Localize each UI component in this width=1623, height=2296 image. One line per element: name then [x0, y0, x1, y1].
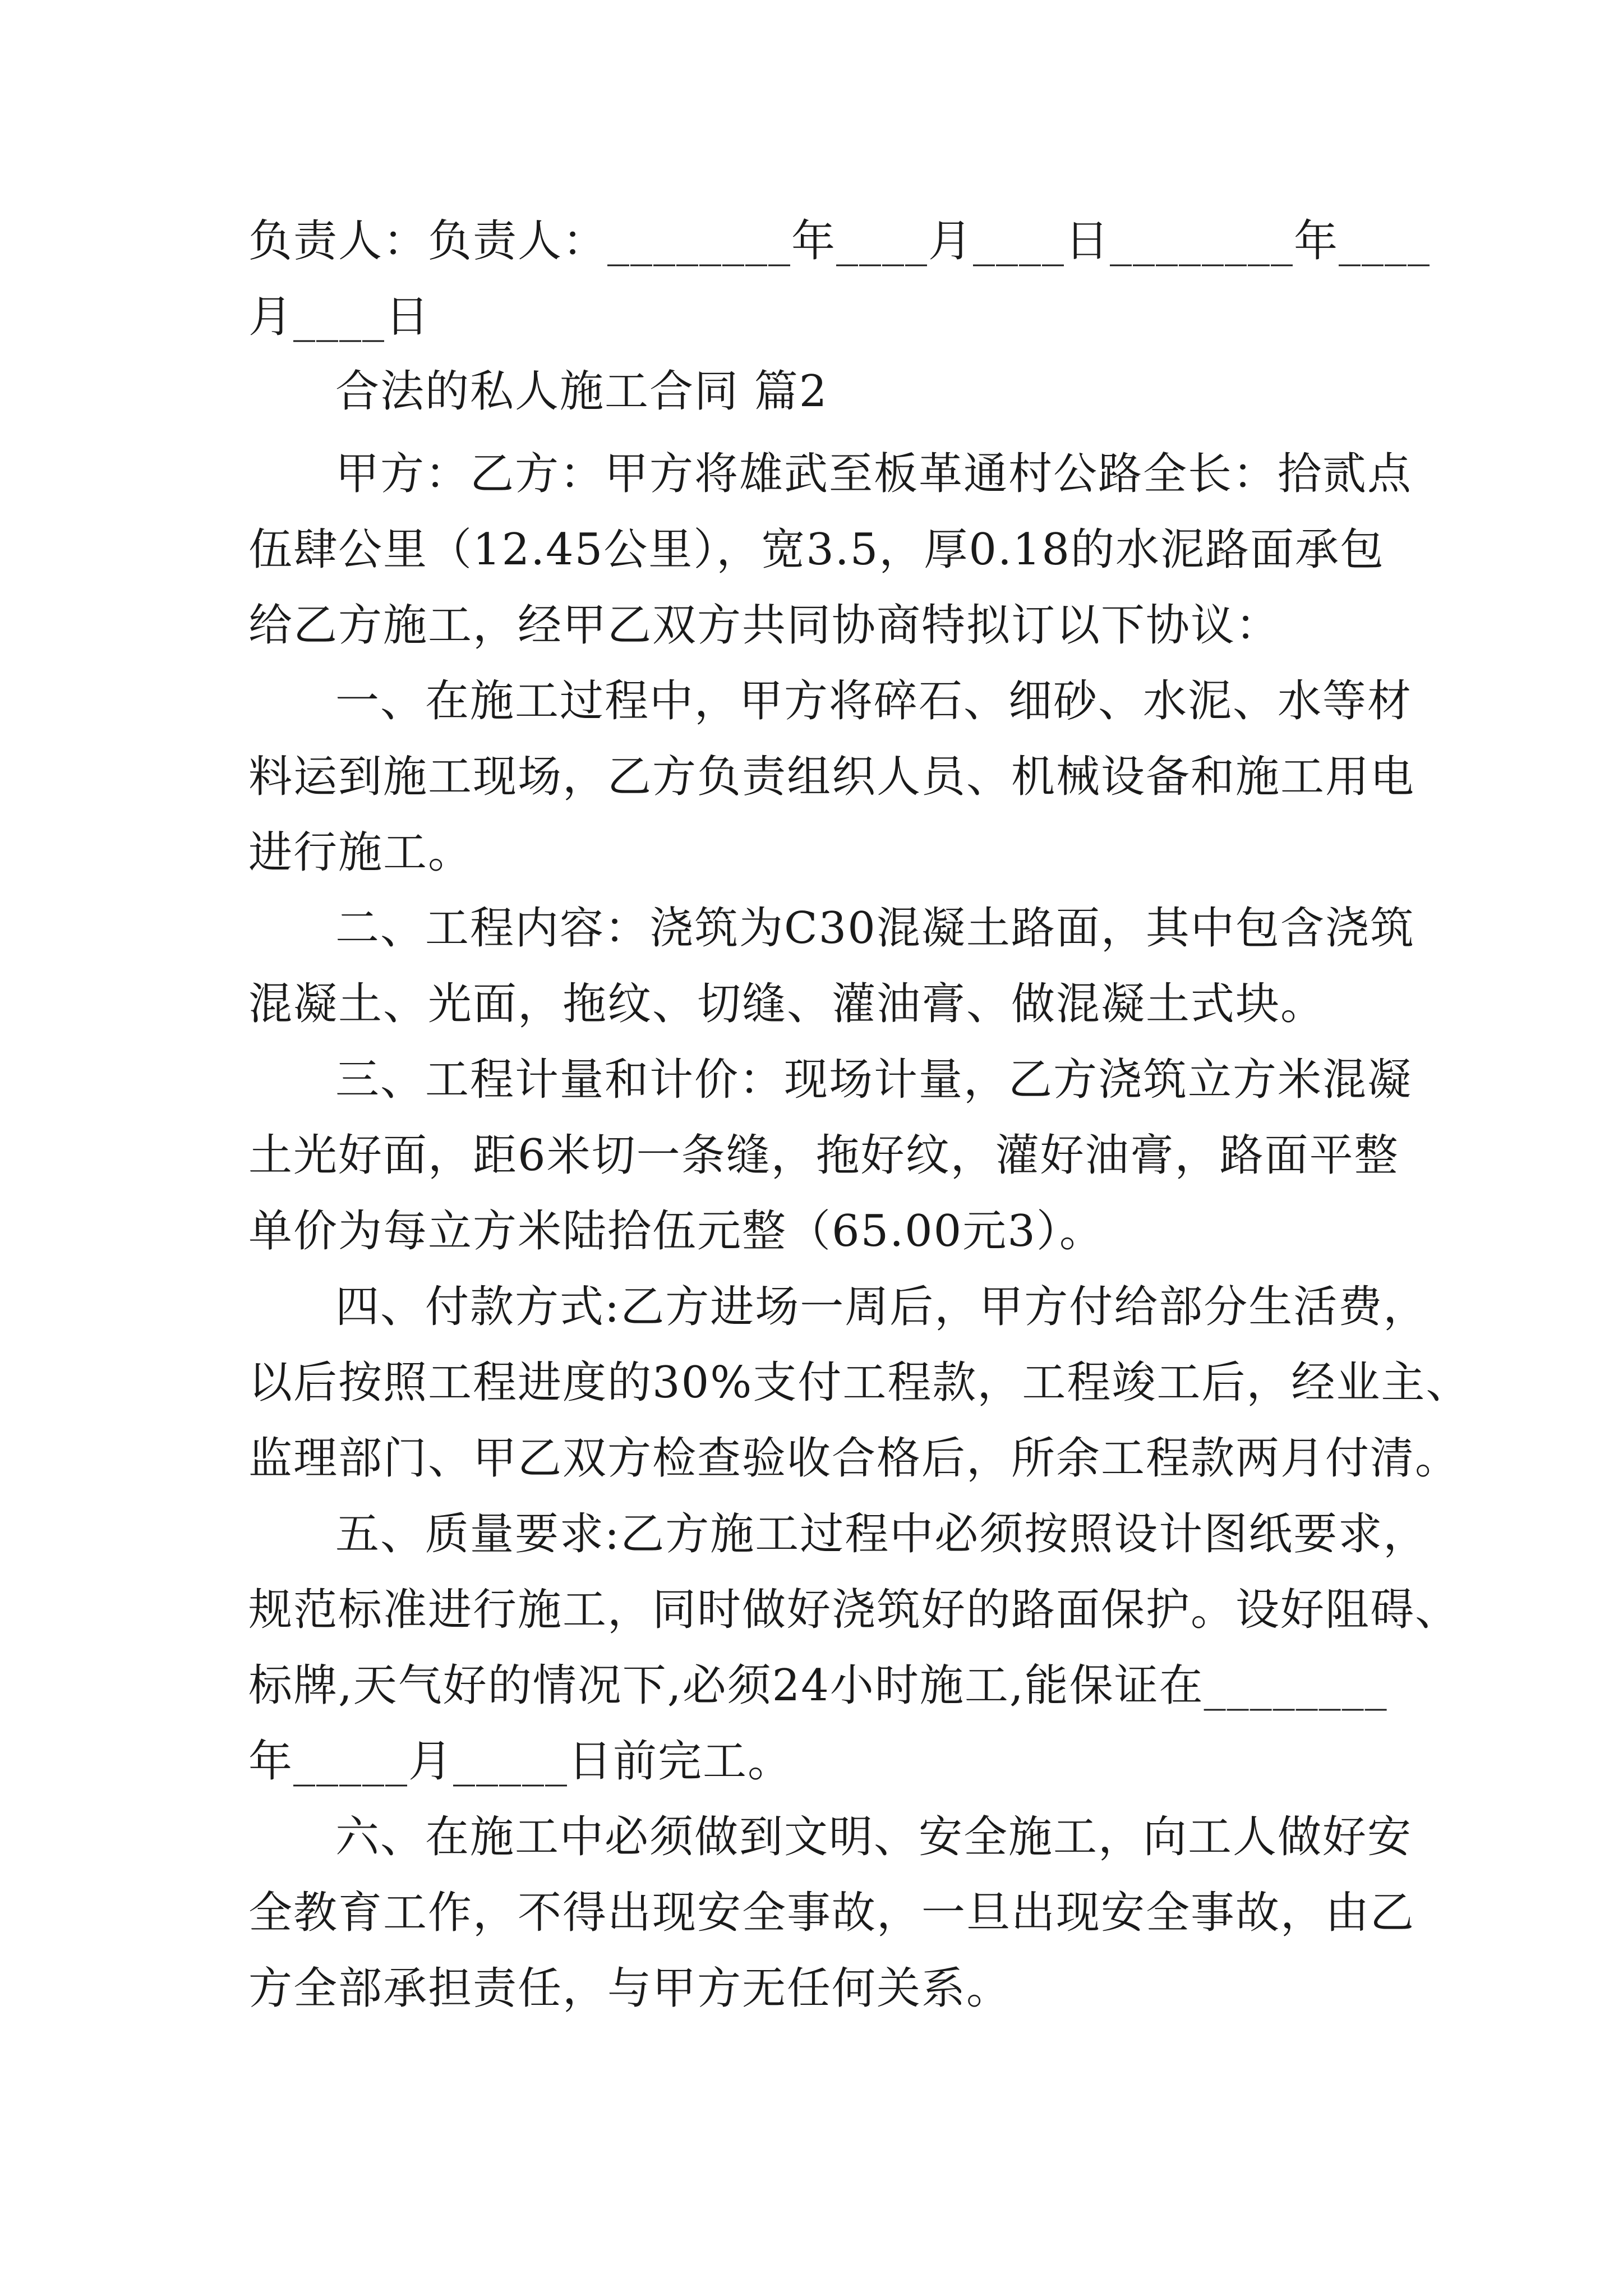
section-title: 合法的私人施工合同 篇2	[335, 366, 828, 417]
paragraph-line: 土光好面，距6米切一条缝，拖好纹，灌好油膏，路面平整	[248, 1130, 1399, 1181]
paragraph-line: 进行施工。	[248, 827, 473, 878]
paragraph-line: 单价为每立方米陆拾伍元整（65.00元3）。	[248, 1206, 1104, 1257]
paragraph-line: 给乙方施工，经甲乙双方共同协商特拟订以下协议：	[248, 600, 1281, 651]
paragraph-line: 伍肆公里（12.45公里），宽3.5，厚0.18的水泥路面承包	[248, 524, 1385, 575]
paragraph-line: 混凝土、光面，拖纹、切缝、灌油膏、做混凝土式块。	[248, 979, 1326, 1029]
paragraph-line: 甲方：乙方：甲方将雄武至板革通村公路全长：拾贰点	[335, 449, 1413, 499]
paragraph-line: 六、在施工中必须做到文明、安全施工，向工人做好安	[335, 1812, 1413, 1862]
paragraph-line: 四、付款方式:乙方进场一周后，甲方付给部分生活费，	[335, 1282, 1428, 1332]
paragraph-line: 年_____月_____日前完工。	[248, 1736, 793, 1787]
signature-line: 负责人：负责人：________年____月____日________年____	[248, 216, 1431, 266]
paragraph-line: 以后按照工程进度的30%支付工程款，工程竣工后，经业主、	[248, 1358, 1471, 1408]
signature-line-cont: 月____日	[248, 292, 431, 342]
paragraph-line: 三、工程计量和计价：现场计量，乙方浇筑立方米混凝	[335, 1055, 1413, 1105]
paragraph-line: 规范标准进行施工，同时做好浇筑好的路面保护。设好阻碍、	[248, 1585, 1460, 1635]
paragraph-line: 一、在施工过程中，甲方将碎石、细砂、水泥、水等材	[335, 676, 1413, 726]
paragraph-line: 标牌,天气好的情况下,必须24小时施工,能保证在________	[248, 1660, 1388, 1711]
paragraph-line: 全教育工作，不得出现安全事故，一旦出现安全事故，由乙	[248, 1888, 1415, 1938]
paragraph-line: 料运到施工现场，乙方负责组织人员、机械设备和施工用电	[248, 752, 1415, 802]
paragraph-line: 二、工程内容：浇筑为C30混凝土路面，其中包含浇筑	[335, 903, 1415, 954]
paragraph-line: 监理部门、甲乙双方检查验收合格后，所余工程款两月付清。	[248, 1433, 1460, 1484]
paragraph-line: 五、质量要求:乙方施工过程中必须按照设计图纸要求，	[335, 1509, 1428, 1559]
paragraph-line: 方全部承担责任，与甲方无任何关系。	[248, 1963, 1012, 2014]
